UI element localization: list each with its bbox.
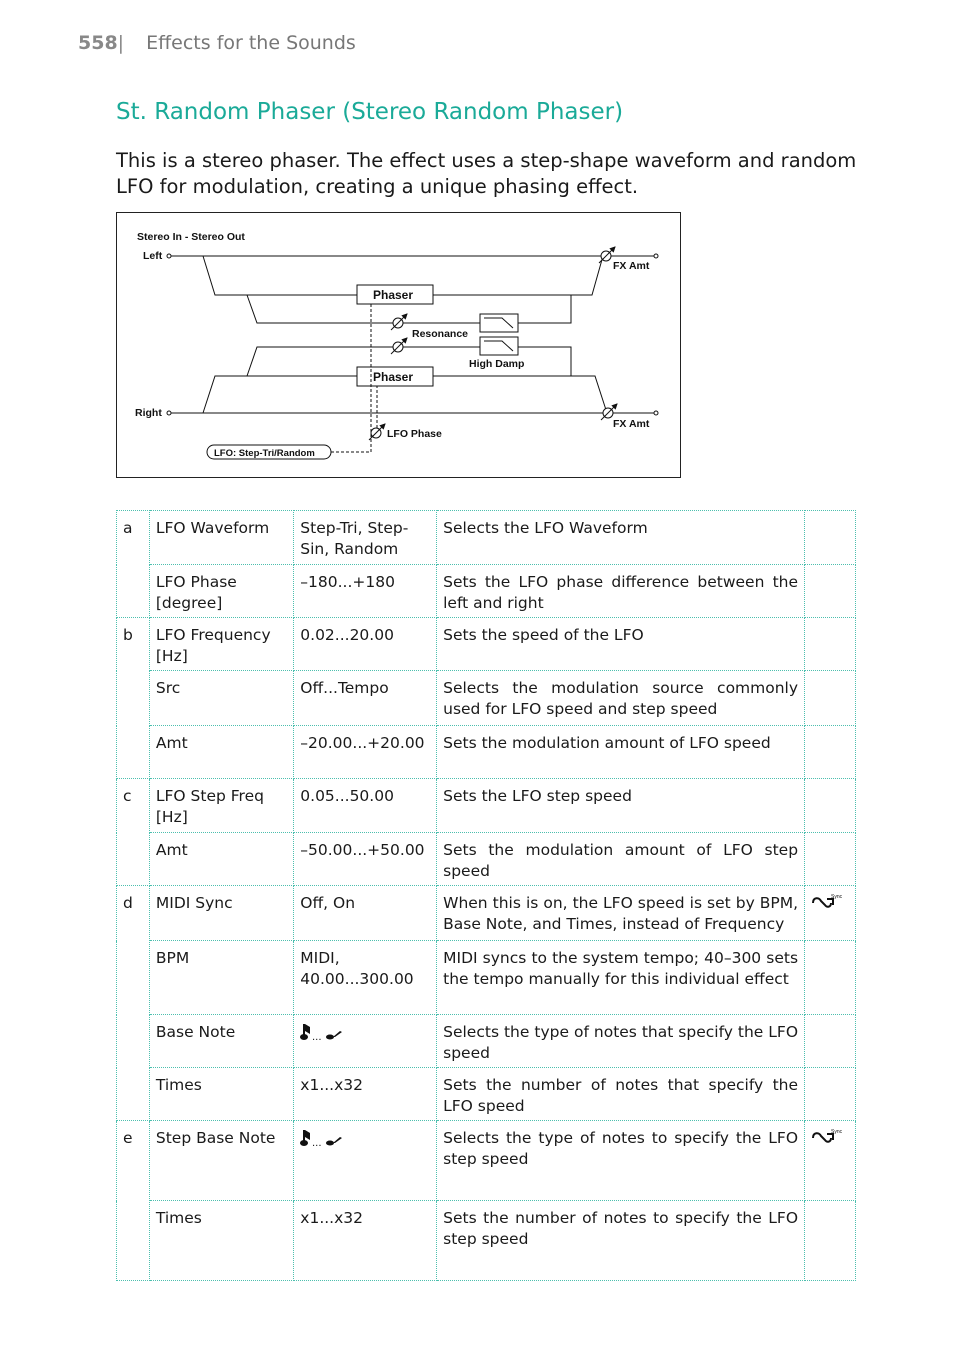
param-range: Step-Tri, Step-Sin, Random bbox=[294, 511, 437, 565]
table-row bbox=[117, 1068, 856, 1121]
lfo-phase-label: LFO Phase bbox=[387, 428, 442, 440]
phaser-bottom-label: Phaser bbox=[373, 370, 414, 384]
page-number: 558 bbox=[78, 32, 118, 54]
param-name: Src bbox=[149, 671, 293, 726]
high-damp-box-top bbox=[480, 314, 518, 332]
right-output-node bbox=[654, 411, 658, 415]
param-icon-cell bbox=[805, 779, 856, 833]
resonance-label: Resonance bbox=[412, 328, 469, 340]
header-separator: | bbox=[117, 32, 125, 54]
group-letter: d bbox=[117, 886, 150, 1121]
param-icon-cell bbox=[805, 1068, 856, 1121]
param-name: LFO Phase [degree] bbox=[149, 565, 293, 618]
io-label: Stereo In - Stereo Out bbox=[137, 231, 245, 243]
table-row bbox=[117, 886, 856, 941]
param-description: Sets the modulation amount of LFO step speed bbox=[437, 833, 805, 886]
sync-icon bbox=[811, 1128, 843, 1144]
param-icon-cell bbox=[805, 941, 856, 1015]
table-row bbox=[117, 671, 856, 726]
note-range-icon bbox=[300, 1128, 348, 1148]
param-icon-cell bbox=[805, 1201, 856, 1281]
table-row bbox=[117, 565, 856, 618]
diagram-svg bbox=[117, 213, 682, 479]
group-letter: b bbox=[117, 618, 150, 779]
param-range: Off, On bbox=[294, 886, 437, 941]
param-name: LFO Step Freq [Hz] bbox=[149, 779, 293, 833]
param-description: When this is on, the LFO speed is set by BPM, Base Note, and Times, instead of Frequency bbox=[437, 886, 805, 941]
page-header bbox=[78, 32, 356, 54]
left-wet-in bbox=[203, 256, 357, 295]
sync-icon bbox=[811, 893, 843, 909]
param-icon-cell bbox=[805, 833, 856, 886]
param-range: MIDI, 40.00...300.00 bbox=[294, 941, 437, 1015]
note-range-icon bbox=[300, 1022, 348, 1042]
high-damp-label: High Damp bbox=[469, 358, 525, 370]
right-input-node bbox=[167, 411, 171, 415]
group-letter: a bbox=[117, 511, 150, 618]
table-row bbox=[117, 726, 856, 779]
param-range: 0.02...20.00 bbox=[294, 618, 437, 671]
param-description: Sets the LFO step speed bbox=[437, 779, 805, 833]
param-range: 0.05...50.00 bbox=[294, 779, 437, 833]
table-row bbox=[117, 779, 856, 833]
param-description: Sets the number of notes to specify the LFO step speed bbox=[437, 1201, 805, 1281]
param-icon-cell bbox=[805, 618, 856, 671]
param-range: x1...x32 bbox=[294, 1068, 437, 1121]
svg-text:...: ... bbox=[312, 1032, 322, 1042]
param-icon-cell bbox=[805, 1121, 856, 1201]
param-range: x1...x32 bbox=[294, 1201, 437, 1281]
param-description: Selects the type of notes that specify the LFO speed bbox=[437, 1015, 805, 1068]
param-description: Sets the LFO phase difference between the left and right bbox=[437, 565, 805, 618]
section-title: Effects for the Sounds bbox=[146, 32, 356, 54]
table-row bbox=[117, 941, 856, 1015]
table-row bbox=[117, 1121, 856, 1201]
signal-flow-diagram bbox=[116, 212, 681, 478]
param-name: BPM bbox=[149, 941, 293, 1015]
right-label: Right bbox=[135, 407, 162, 419]
svg-text:...: ... bbox=[312, 1138, 322, 1148]
table-row bbox=[117, 618, 856, 671]
param-description: Selects the LFO Waveform bbox=[437, 511, 805, 565]
group-letter: e bbox=[117, 1121, 150, 1281]
param-icon-cell bbox=[805, 726, 856, 779]
svg-text:Sync: Sync bbox=[831, 1129, 843, 1135]
param-icon-cell bbox=[805, 671, 856, 726]
lfo-box-label: LFO: Step-Tri/Random bbox=[214, 448, 315, 459]
high-damp-box-bottom bbox=[480, 337, 518, 355]
param-range: –180...+180 bbox=[294, 565, 437, 618]
param-description: Sets the speed of the LFO bbox=[437, 618, 805, 671]
param-description: Sets the modulation amount of LFO speed bbox=[437, 726, 805, 779]
param-name: LFO Frequency [Hz] bbox=[149, 618, 293, 671]
left-input-node bbox=[167, 254, 171, 258]
param-range bbox=[294, 1015, 437, 1068]
param-description: MIDI syncs to the system tempo; 40–300 sets the tempo manually for this individual effect bbox=[437, 941, 805, 1015]
parameter-table bbox=[116, 510, 856, 1281]
table-row bbox=[117, 1015, 856, 1068]
table-row bbox=[117, 511, 856, 565]
table-row bbox=[117, 833, 856, 886]
right-wet-return bbox=[571, 376, 607, 413]
param-icon-cell bbox=[805, 511, 856, 565]
svg-text:Sync: Sync bbox=[831, 894, 843, 900]
param-description: Sets the number of notes that specify the LFO speed bbox=[437, 1068, 805, 1121]
param-name: Amt bbox=[149, 833, 293, 886]
left-output-node bbox=[654, 254, 658, 258]
param-name: LFO Waveform bbox=[149, 511, 293, 565]
param-name: Base Note bbox=[149, 1015, 293, 1068]
param-range: –50.00...+50.00 bbox=[294, 833, 437, 886]
param-description: Selects the modulation source commonly used for LFO speed and step speed bbox=[437, 671, 805, 726]
param-name: Amt bbox=[149, 726, 293, 779]
group-letter: c bbox=[117, 779, 150, 886]
intro-paragraph: This is a stereo phaser. The effect uses a step-shape waveform and random LFO for modulation, creating a unique phasing effect. bbox=[116, 149, 857, 198]
param-icon-cell bbox=[805, 565, 856, 618]
param-description: Selects the type of notes to specify the LFO step speed bbox=[437, 1121, 805, 1201]
param-name: MIDI Sync bbox=[149, 886, 293, 941]
effect-title: St. Random Phaser (Stereo Random Phaser) bbox=[116, 99, 624, 125]
param-range bbox=[294, 1121, 437, 1201]
fx-amt-top-label: FX Amt bbox=[613, 260, 650, 272]
phaser-top-label: Phaser bbox=[373, 288, 414, 302]
param-range: –20.00...+20.00 bbox=[294, 726, 437, 779]
param-icon-cell bbox=[805, 886, 856, 941]
left-wet-return bbox=[571, 256, 603, 295]
param-range: Off...Tempo bbox=[294, 671, 437, 726]
fx-amt-bottom-label: FX Amt bbox=[613, 418, 650, 430]
right-wet-in bbox=[203, 376, 357, 413]
param-name: Step Base Note bbox=[149, 1121, 293, 1201]
left-label: Left bbox=[143, 250, 163, 262]
param-name: Times bbox=[149, 1201, 293, 1281]
param-name: Times bbox=[149, 1068, 293, 1121]
param-icon-cell bbox=[805, 1015, 856, 1068]
table-row bbox=[117, 1201, 856, 1281]
